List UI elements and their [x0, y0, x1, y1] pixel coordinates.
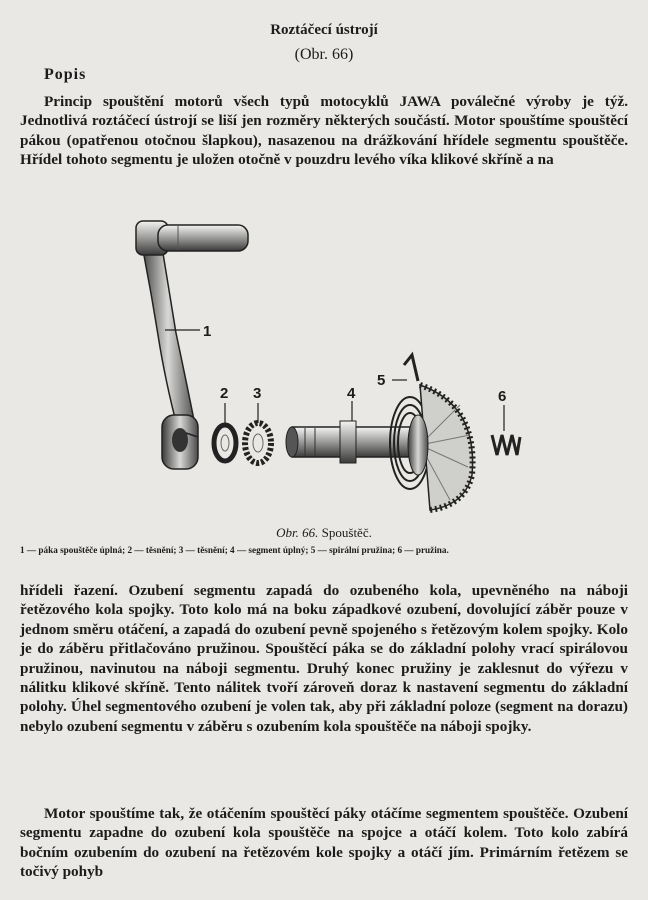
part-label-1: 1 [203, 323, 212, 340]
paragraph-1: Princip spouštění motorů všech typů motocyklů JAWA poválečné výroby je týž. Jednotlivá roztáčecí ústrojí se liší jen rozměry některých součástí. Motor spouštíme spouštěcí pákou (opatřenou otočnou šlapkou), nasazenou na drážkování hřídele segmentu spouštěče. Hřídel tohoto segmentu je uložen otočně v pouzdru levého víka klikové skříně a na [20, 93, 628, 169]
seal-2 [214, 425, 236, 461]
part-label-6: 6 [498, 388, 507, 405]
part-label-4: 4 [347, 385, 356, 402]
seal-3 [245, 423, 271, 463]
figure-legend: 1 — páka spouštěče úplná; 2 — těsnění; 3 — těsnění; 4 — segment úplný; 5 — spirální pružina; 6 — pružina. [20, 545, 449, 555]
figure-caption [0, 525, 648, 541]
figure-number: Obr. 66. [276, 525, 319, 540]
starter-illustration [0, 205, 648, 525]
figure-title: Spouštěč. [321, 525, 372, 540]
toothed-segment [408, 385, 473, 510]
section-heading: Popis [44, 66, 87, 83]
part-label-5: 5 [377, 372, 386, 389]
paragraph-2: hřídeli řazení. Ozubení segmentu zapadá do ozubeného kola, upevněného na náboji řetězového kola spojky. Toto kolo má na boku západkové ozubení, dovolující záběr pouze v jednom směru otáčení, a zapadá do ozubení pevně spojeného s řetězovým kolem spojky. Kolo je do záběru přitlačováno pružinou. Spouštěcí páka se do základní polohy vrací spirálovou pružinou, navinutou na náboji segmentu. Druhý konec pružiny je zaklesnut do výřezu v nálitku klikové skříně. Tento nálitek tvoří zároveň doraz k nastavení segmentu do základní polohy. Úhel segmentového ozubení je volen tak, aby při základní poloze (segment na dorazu) nebylo ozubení segmentu v záběru s ozubením kola spouštěče na náboji spojky. [20, 582, 628, 735]
page-title: Roztáčecí ústrojí [270, 22, 378, 38]
pressure-spring [492, 435, 520, 455]
segment-shaft [286, 421, 422, 463]
figure-reference: (Obr. 66) [294, 46, 354, 63]
part-label-2: 2 [220, 385, 229, 402]
paragraph-3: Motor spouštíme tak, že otáčením spouštěcí páky otáčíme segmentem spouštěče. Ozubení segmentu zapadne do ozubení kola spouštěče na spojce a otáčí kolem. Toto kolo zabírá bočním ozubením do ozubení na řetězovém kole spojky a otáčí jím. Primárním řetězem se točivý pohyb [20, 805, 628, 881]
part-label-3: 3 [253, 385, 262, 402]
